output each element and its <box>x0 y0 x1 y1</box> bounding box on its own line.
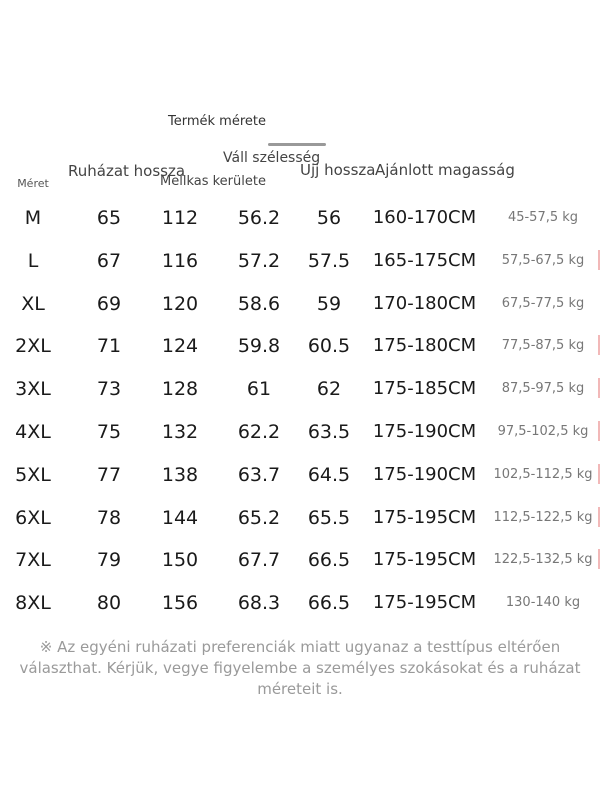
cell-chest: 112 <box>161 207 199 229</box>
title-underline <box>268 143 326 146</box>
cell-size: 3XL <box>15 378 51 401</box>
cell-shoulder: 59.8 <box>237 335 281 358</box>
cell-chest: 156 <box>161 592 199 615</box>
cell-weight: 45-57,5 kg <box>507 210 579 225</box>
cell-sleeve: 64.5 <box>307 463 351 486</box>
cell-sleeve: 62 <box>316 378 342 401</box>
cell-length: 79 <box>96 549 122 572</box>
cell-length: 73 <box>96 378 122 401</box>
cell-size: 5XL <box>15 463 51 486</box>
cell-height: 160-170CM <box>372 207 477 228</box>
product-size-title: Termék mérete <box>168 114 266 129</box>
footnote: ※ Az egyéni ruházati preferenciák miatt ugyanaz a testtípus eltérően választhat. Kérjük, vegye figyelembe a személyes szokásokat és a ruházat méreteit is. <box>19 638 581 698</box>
cell-size: 8XL <box>15 592 51 615</box>
table-row <box>0 283 600 325</box>
cell-chest: 120 <box>161 292 199 315</box>
cell-height: 165-175CM <box>372 249 477 271</box>
cell-height: 175-190CM <box>372 421 477 442</box>
cell-chest: 116 <box>161 249 199 272</box>
cell-shoulder: 56.2 <box>237 207 281 229</box>
cell-sleeve: 66.5 <box>307 592 351 615</box>
header-sleeve: Ujj hossza <box>300 161 376 179</box>
table-row <box>0 454 600 496</box>
cell-sleeve: 56 <box>316 207 342 229</box>
header-chest: Mellkas kerülete <box>160 174 266 189</box>
table-row <box>0 411 600 453</box>
cell-size: 2XL <box>15 335 51 358</box>
table-row <box>0 368 600 410</box>
cell-sleeve: 60.5 <box>307 335 351 358</box>
cell-shoulder: 57.2 <box>237 249 281 272</box>
header-shoulder: Váll szélesség <box>223 150 321 166</box>
cell-shoulder: 58.6 <box>237 292 281 315</box>
cell-shoulder: 67.7 <box>237 549 281 572</box>
cell-weight: 102,5-112,5 kg <box>493 466 593 482</box>
cell-weight: 67,5-77,5 kg <box>501 295 585 311</box>
table-row <box>0 197 600 239</box>
cell-weight: 87,5-97,5 kg <box>501 381 585 397</box>
table-row <box>0 497 600 539</box>
cell-size: 7XL <box>15 549 51 572</box>
cell-length: 75 <box>96 421 122 443</box>
cell-height: 175-180CM <box>372 335 477 357</box>
cell-chest: 124 <box>161 335 199 358</box>
cell-length: 65 <box>96 207 122 229</box>
cell-sleeve: 65.5 <box>307 506 351 529</box>
cell-shoulder: 62.2 <box>237 421 281 443</box>
cell-shoulder: 61 <box>246 378 272 401</box>
cell-size: M <box>24 207 42 229</box>
cell-weight: 122,5-132,5 kg <box>493 552 593 568</box>
header-height: Ajánlott magasság <box>375 161 515 179</box>
cell-shoulder: 65.2 <box>237 506 281 529</box>
cell-shoulder: 68.3 <box>237 592 281 615</box>
cell-length: 77 <box>96 463 122 486</box>
cell-weight: 130-140 kg <box>505 595 581 611</box>
cell-sleeve: 63.5 <box>307 421 351 443</box>
cell-weight: 112,5-122,5 kg <box>493 509 593 525</box>
cell-chest: 128 <box>161 378 199 401</box>
cell-size: XL <box>21 292 45 315</box>
cell-sleeve: 57.5 <box>307 249 351 272</box>
cell-height: 175-195CM <box>372 549 477 571</box>
header-length: Ruházat hossza <box>68 162 186 180</box>
cell-length: 78 <box>96 506 122 529</box>
table-row <box>0 582 600 624</box>
cell-chest: 144 <box>161 506 199 529</box>
cell-sleeve: 59 <box>316 292 342 315</box>
cell-height: 175-185CM <box>372 378 477 400</box>
cell-height: 170-180CM <box>372 292 477 314</box>
cell-size: 4XL <box>15 421 51 443</box>
cell-size: L <box>27 249 39 272</box>
cell-weight: 57,5-67,5 kg <box>501 252 585 268</box>
cell-height: 175-195CM <box>372 506 477 528</box>
cell-chest: 138 <box>161 463 199 486</box>
table-row <box>0 539 600 581</box>
cell-length: 80 <box>96 592 122 615</box>
table-row <box>0 325 600 367</box>
table-row <box>0 240 600 282</box>
cell-sleeve: 66.5 <box>307 549 351 572</box>
cell-size: 6XL <box>15 506 51 529</box>
cell-height: 175-190CM <box>372 463 477 485</box>
cell-shoulder: 63.7 <box>237 463 281 486</box>
header-size: Méret <box>17 177 49 190</box>
cell-chest: 132 <box>161 421 199 443</box>
cell-chest: 150 <box>161 549 199 572</box>
cell-length: 71 <box>96 335 122 358</box>
cell-weight: 77,5-87,5 kg <box>501 338 585 354</box>
cell-length: 67 <box>96 249 122 272</box>
cell-height: 175-195CM <box>372 592 477 614</box>
cell-weight: 97,5-102,5 kg <box>497 424 589 439</box>
cell-length: 69 <box>96 292 122 315</box>
